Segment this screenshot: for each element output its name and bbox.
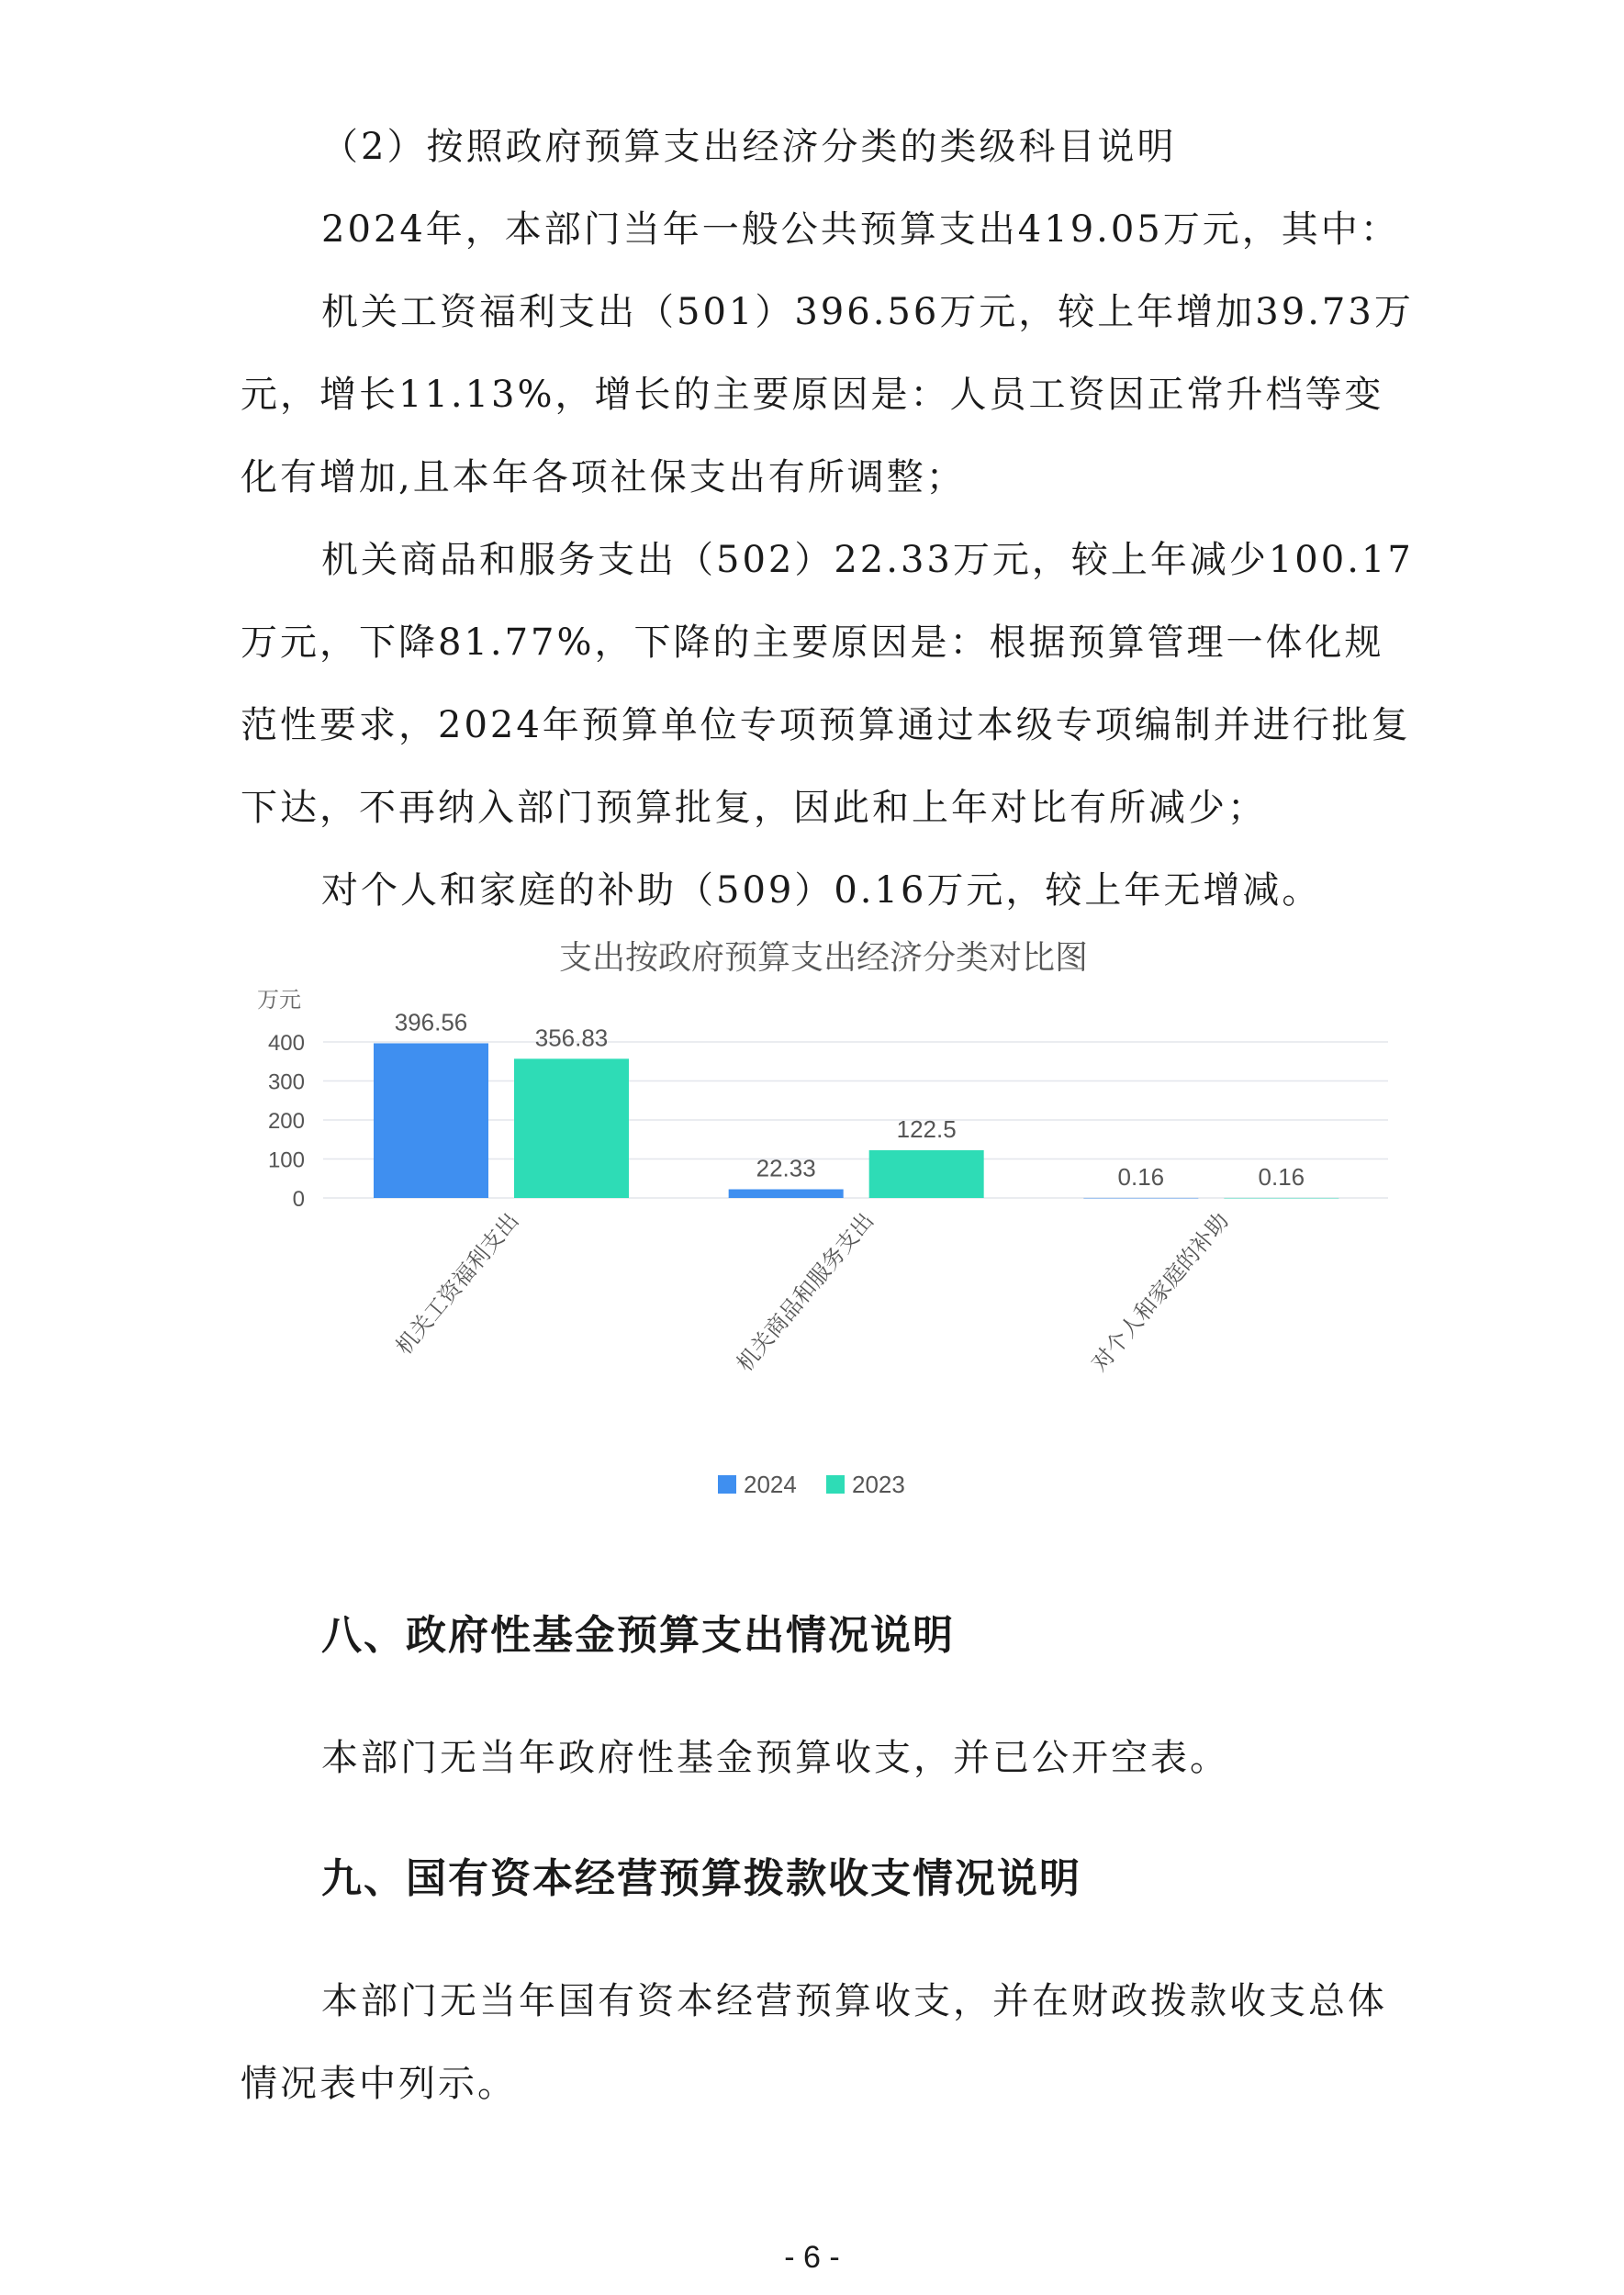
y-tick-label: 100 — [267, 1148, 305, 1173]
paragraph-509: 对个人和家庭的补助（509）0.16万元，较上年无增减。 — [321, 869, 1322, 912]
data-label: 396.56 — [394, 1008, 468, 1036]
section-9-body: 本部门无当年国有资本经营预算收支，并在财政拨款收支总体情况表中列示。 — [241, 1980, 1387, 2105]
data-label: 0.16 — [1258, 1162, 1305, 1191]
legend-swatch-2024 — [718, 1475, 736, 1494]
section-8-body: 本部门无当年政府性基金预算收支，并已公开空表。 — [321, 1737, 1229, 1779]
bar-2023-2 — [1224, 1198, 1338, 1199]
paragraph-subtitle: （2）按照政府预算支出经济分类的类级科目说明 — [321, 126, 1177, 168]
legend-swatch-2023 — [826, 1475, 845, 1494]
y-tick-label: 0 — [292, 1187, 305, 1212]
x-tick-label: 机关商品和服务支出 — [732, 1208, 879, 1377]
chart-title: 支出按政府预算支出经济分类对比图 — [558, 938, 1089, 976]
section-9-heading: 九、国有资本经营预算拨款收支情况说明 — [321, 1855, 1081, 1902]
y-tick-label: 200 — [267, 1109, 305, 1134]
data-label: 0.16 — [1117, 1162, 1165, 1191]
legend-label-2024: 2024 — [744, 1471, 797, 1498]
data-label: 122.5 — [896, 1114, 957, 1143]
y-tick-label: 400 — [267, 1031, 305, 1056]
bar-2023-1 — [869, 1150, 984, 1198]
paragraph-501: 机关工资福利支出（501）396.56万元，较上年增加39.73万元，增长11.13%，增长的主要原因是：人员工资因正常升档等变化有增加,且本年各项社保支出有所调整； — [241, 291, 1414, 498]
paragraph-502: 机关商品和服务支出（502）22.33万元，较上年减少100.17万元，下降81.77%，下降的主要原因是：根据预算管理一体化规范性要求，2024年预算单位专项预算通过本级专项编制并进行批复下达，不再纳入部门预算批复，因此和上年对比有所减少； — [241, 539, 1414, 829]
page-number: - 6 - — [784, 2240, 840, 2275]
chart-svg — [241, 923, 1416, 1547]
x-tick-label: 对个人和家庭的补助 — [1087, 1208, 1234, 1377]
section-8-heading: 八、政府性基金预算支出情况说明 — [321, 1612, 955, 1659]
bar-2024-0 — [374, 1043, 488, 1198]
y-axis-unit-label: 万元 — [257, 988, 301, 1013]
bar-2024-2 — [1083, 1198, 1198, 1199]
legend-label-2023: 2023 — [852, 1471, 905, 1498]
data-label: 22.33 — [756, 1154, 816, 1182]
paragraph-total: 2024年，本部门当年一般公共预算支出419.05万元，其中： — [321, 208, 1400, 251]
bar-2023-0 — [514, 1058, 629, 1198]
bar-2024-1 — [729, 1190, 844, 1198]
x-tick-label: 机关工资福利支出 — [391, 1208, 524, 1360]
data-label: 356.83 — [534, 1024, 609, 1052]
expenditure-chart — [241, 923, 1416, 1547]
y-tick-label: 300 — [267, 1069, 305, 1095]
